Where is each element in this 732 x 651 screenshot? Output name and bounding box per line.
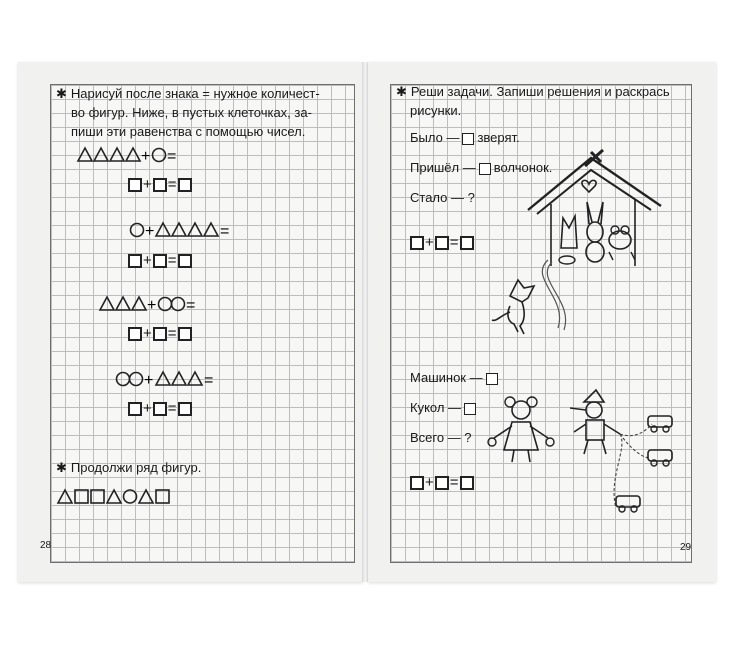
answer-boxes-2: + = (128, 252, 192, 270)
answer-box[interactable] (128, 327, 142, 341)
asterisk-icon: ✱ (56, 86, 67, 101)
problem1-line3: Стало — ? (410, 190, 475, 205)
equation-row-3 (98, 294, 208, 314)
left-page (18, 62, 363, 582)
answer-box[interactable] (153, 178, 167, 192)
svg-text:=: = (220, 223, 230, 240)
answer-box[interactable] (435, 476, 449, 490)
asterisk-icon: ✱ (396, 84, 407, 99)
svg-text:=: = (167, 148, 177, 165)
answer-boxes-1: + = (128, 176, 192, 194)
problem1-line2: Пришёл — волчонок. (410, 160, 553, 175)
answer-box[interactable] (178, 178, 192, 192)
page-number: 28 (40, 540, 52, 551)
problem2-line1: Машинок — (410, 368, 501, 387)
answer-box[interactable] (128, 402, 142, 416)
pinocchio-cars-illustration (568, 388, 678, 518)
task2-text: ✱ Продолжи ряд фигур. (56, 460, 202, 475)
svg-text:+: + (141, 148, 151, 165)
answer-box[interactable] (435, 236, 449, 250)
answer-box[interactable] (178, 254, 192, 268)
wolf-pup-illustration (488, 258, 583, 343)
asterisk-icon: ✱ (56, 460, 67, 475)
page-number: 29 (680, 542, 692, 553)
equation-row-4 (114, 369, 224, 389)
answer-box[interactable] (128, 178, 142, 192)
answer-box[interactable] (153, 402, 167, 416)
svg-text:+: + (145, 223, 155, 240)
answer-box[interactable] (460, 476, 474, 490)
shape-sequence (56, 486, 186, 508)
answer-box[interactable] (486, 373, 498, 385)
answer-box[interactable] (178, 402, 192, 416)
answer-box[interactable] (178, 327, 192, 341)
answer-boxes-3: + = (128, 325, 192, 343)
answer-box[interactable] (464, 403, 476, 415)
svg-text:+: + (144, 372, 154, 389)
task-line1: ✱ Реши задачи. Запиши решения и раскрась (396, 84, 670, 99)
problem1-line1: Было — зверят. (410, 130, 520, 145)
right-page (368, 62, 716, 582)
answer-boxes-4: + = (128, 400, 192, 418)
problem2-answer-boxes: + = (410, 474, 474, 492)
answer-box[interactable] (153, 327, 167, 341)
doll-illustration (486, 392, 556, 467)
task1-line1: ✱ Нарисуй после знака = нужное количест- (56, 86, 320, 101)
answer-box[interactable] (153, 254, 167, 268)
equation-row-2 (128, 220, 238, 240)
problem2-line3: Всего — ? (410, 430, 472, 445)
problem2-line2: Кукол — (410, 398, 479, 417)
problem1-answer-boxes: + = (410, 234, 474, 252)
svg-text:+: + (147, 297, 157, 314)
task1-line2: во фигур. Ниже, в пустых клеточках, за- (71, 105, 312, 120)
task1-line3: пиши эти равенства с помощью чисел. (71, 124, 306, 139)
svg-text:=: = (204, 372, 214, 389)
answer-box[interactable] (410, 236, 424, 250)
answer-box[interactable] (479, 163, 491, 175)
equation-row-1 (76, 145, 186, 165)
task-line2: рисунки. (410, 103, 462, 118)
answer-box[interactable] (462, 133, 474, 145)
answer-box[interactable] (460, 236, 474, 250)
answer-box[interactable] (128, 254, 142, 268)
svg-text:=: = (186, 297, 196, 314)
answer-box[interactable] (410, 476, 424, 490)
